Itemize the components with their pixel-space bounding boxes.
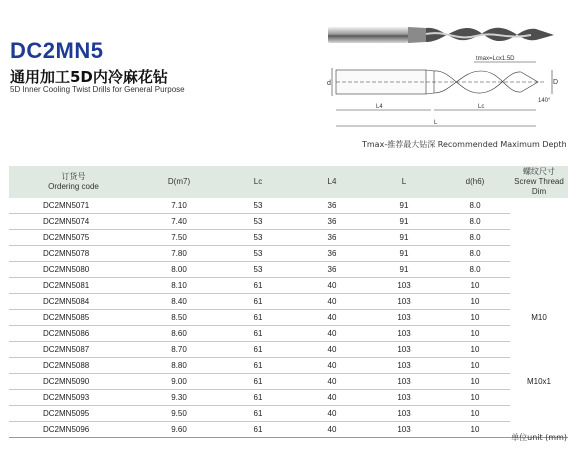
table-cell: 40 <box>296 358 368 374</box>
header-D: D(m7) <box>167 177 191 186</box>
ordering-code-cell: DC2MN5096 <box>9 422 138 438</box>
table-cell: 9.30 <box>138 390 220 406</box>
table-cell: 40 <box>296 342 368 358</box>
unit-label: 单位unit (mm) <box>511 433 567 442</box>
table-cell: 91 <box>368 246 440 262</box>
table-cell: 103 <box>368 390 440 406</box>
table-cell: 61 <box>220 422 296 438</box>
ordering-code-cell: DC2MN5078 <box>9 246 138 262</box>
table-row <box>9 246 568 262</box>
table-cell <box>510 294 568 310</box>
table-cell <box>510 358 568 374</box>
table-cell: 61 <box>220 326 296 342</box>
table-cell: 8.80 <box>138 358 220 374</box>
table-cell: 61 <box>220 342 296 358</box>
table-header-row <box>9 166 568 198</box>
table-cell: 10 <box>440 294 510 310</box>
product-subtitle-en: 5D Inner Cooling Twist Drills for General Purpose <box>10 85 185 94</box>
table-cell: 103 <box>368 406 440 422</box>
table-cell: 10 <box>440 310 510 326</box>
table-cell: 103 <box>368 342 440 358</box>
drawing-Lc-label: Lc <box>478 104 485 110</box>
table-cell: 103 <box>368 374 440 390</box>
table-cell <box>510 198 568 214</box>
ordering-code-cell: DC2MN5093 <box>9 390 138 406</box>
table-cell: 8.00 <box>138 262 220 278</box>
table-cell: 9.50 <box>138 406 220 422</box>
ordering-code-cell: DC2MN5080 <box>9 262 138 278</box>
table-cell <box>510 262 568 278</box>
table-row <box>9 326 568 342</box>
ordering-code-cell: DC2MN5088 <box>9 358 138 374</box>
table-row <box>9 294 568 310</box>
table-cell: 40 <box>296 406 368 422</box>
header-d: d(h6) <box>465 177 485 186</box>
table-cell: 103 <box>368 326 440 342</box>
table-cell: 61 <box>220 374 296 390</box>
table-cell: 7.40 <box>138 214 220 230</box>
table-cell <box>510 326 568 342</box>
table-cell: 36 <box>296 230 368 246</box>
table-cell: 61 <box>220 294 296 310</box>
header-en: Ordering code <box>48 182 99 191</box>
ordering-code-cell: DC2MN5075 <box>9 230 138 246</box>
table-row <box>9 198 568 214</box>
table-cell <box>510 246 568 262</box>
table-cell: 7.80 <box>138 246 220 262</box>
ordering-code-cell: DC2MN5085 <box>9 310 138 326</box>
table-row <box>9 214 568 230</box>
table-cell: 8.50 <box>138 310 220 326</box>
drawing-L4-label: L4 <box>376 104 383 110</box>
table-cell: 61 <box>220 406 296 422</box>
table-cell: 53 <box>220 262 296 278</box>
table-cell: 10 <box>440 278 510 294</box>
table-cell: 10 <box>440 358 510 374</box>
ordering-code-cell: DC2MN5071 <box>9 198 138 214</box>
table-cell: 61 <box>220 358 296 374</box>
table-cell: 10 <box>440 406 510 422</box>
table-cell: 36 <box>296 214 368 230</box>
drill-photo <box>326 14 561 54</box>
drawing-note: Tmax-推荐最大钻深 Recommended Maximum Depth <box>362 140 567 149</box>
product-title: DC2MN5 <box>10 38 104 63</box>
table-cell: 61 <box>220 310 296 326</box>
table-cell: 53 <box>220 246 296 262</box>
table-cell: 103 <box>368 294 440 310</box>
ordering-code-cell: DC2MN5084 <box>9 294 138 310</box>
table-cell: 40 <box>296 310 368 326</box>
header-L4: L4 <box>327 177 337 186</box>
table-cell <box>510 390 568 406</box>
table-cell <box>510 278 568 294</box>
table-cell: M10x1 <box>526 377 551 386</box>
ordering-code-cell: DC2MN5095 <box>9 406 138 422</box>
table-row <box>9 342 568 358</box>
table-cell: 40 <box>296 294 368 310</box>
table-cell: 103 <box>368 422 440 438</box>
table-cell: 10 <box>440 342 510 358</box>
table-cell: 40 <box>296 374 368 390</box>
table-row <box>9 422 568 438</box>
table-cell: 36 <box>296 262 368 278</box>
ordering-code-cell: DC2MN5090 <box>9 374 138 390</box>
table-cell: 103 <box>368 278 440 294</box>
table-row <box>9 278 568 294</box>
table-cell: 36 <box>296 246 368 262</box>
table-cell: 8.70 <box>138 342 220 358</box>
table-cell: 7.10 <box>138 198 220 214</box>
table-cell: M10 <box>531 313 547 322</box>
table-cell: 91 <box>368 198 440 214</box>
drill-technical-drawing <box>326 52 566 142</box>
table-row <box>9 406 568 422</box>
header-en: Screw Thread Dim <box>514 177 564 196</box>
table-cell: 91 <box>368 214 440 230</box>
header-screw-thread <box>510 166 568 198</box>
product-subtitle-cn: 通用加工5D内冷麻花钻 <box>10 68 168 86</box>
table-cell: 10 <box>440 390 510 406</box>
table-cell: 53 <box>220 214 296 230</box>
table-cell: 8.0 <box>440 262 510 278</box>
table-cell: 53 <box>220 230 296 246</box>
ordering-code-cell: DC2MN5081 <box>9 278 138 294</box>
table-cell: 91 <box>368 230 440 246</box>
drawing-angle-label: 140° <box>538 98 551 104</box>
table-cell: 8.0 <box>440 230 510 246</box>
table-cell: 10 <box>440 422 510 438</box>
table-cell: 53 <box>220 198 296 214</box>
table-row <box>9 310 568 326</box>
table-cell: 8.0 <box>440 214 510 230</box>
table-cell <box>510 214 568 230</box>
table-cell: 61 <box>220 278 296 294</box>
header-Lc: Lc <box>253 177 263 186</box>
drawing-D-label: D <box>553 79 559 86</box>
table-row <box>9 374 568 390</box>
drawing-L-label: L <box>434 120 438 126</box>
table-row <box>9 390 568 406</box>
table-cell: 8.60 <box>138 326 220 342</box>
table-cell: 8.0 <box>440 246 510 262</box>
ordering-table <box>9 166 568 438</box>
table-cell: 103 <box>368 310 440 326</box>
table-cell: 8.10 <box>138 278 220 294</box>
ordering-code-cell: DC2MN5086 <box>9 326 138 342</box>
table-body <box>9 198 568 438</box>
table-cell: 10 <box>440 326 510 342</box>
table-cell: 9.00 <box>138 374 220 390</box>
table-row <box>9 230 568 246</box>
ordering-code-cell: DC2MN5074 <box>9 214 138 230</box>
ordering-code-cell: DC2MN5087 <box>9 342 138 358</box>
header-L: L <box>401 177 407 186</box>
table-cell: 40 <box>296 278 368 294</box>
table-cell: 61 <box>220 390 296 406</box>
table-cell <box>510 230 568 246</box>
header-ordering-code <box>9 166 138 198</box>
table-row <box>9 358 568 374</box>
drawing-d-label: d <box>327 80 331 87</box>
header-cn: 螺纹尺寸 <box>523 167 555 176</box>
table-cell <box>510 406 568 422</box>
table-cell: 8.0 <box>440 198 510 214</box>
header-cn: 订货号 <box>61 172 86 181</box>
table-cell: 8.40 <box>138 294 220 310</box>
table-cell: 36 <box>296 198 368 214</box>
table-cell: 9.60 <box>138 422 220 438</box>
table-cell: 91 <box>368 262 440 278</box>
table-cell: 40 <box>296 422 368 438</box>
table-cell: 7.50 <box>138 230 220 246</box>
table-cell: 40 <box>296 390 368 406</box>
drawing-tmax-label: tmax=Lcx1.5D <box>476 56 515 62</box>
table-cell: 103 <box>368 358 440 374</box>
table-cell: 10 <box>440 374 510 390</box>
table-cell <box>510 342 568 358</box>
table-cell: 40 <box>296 326 368 342</box>
table-row <box>9 262 568 278</box>
